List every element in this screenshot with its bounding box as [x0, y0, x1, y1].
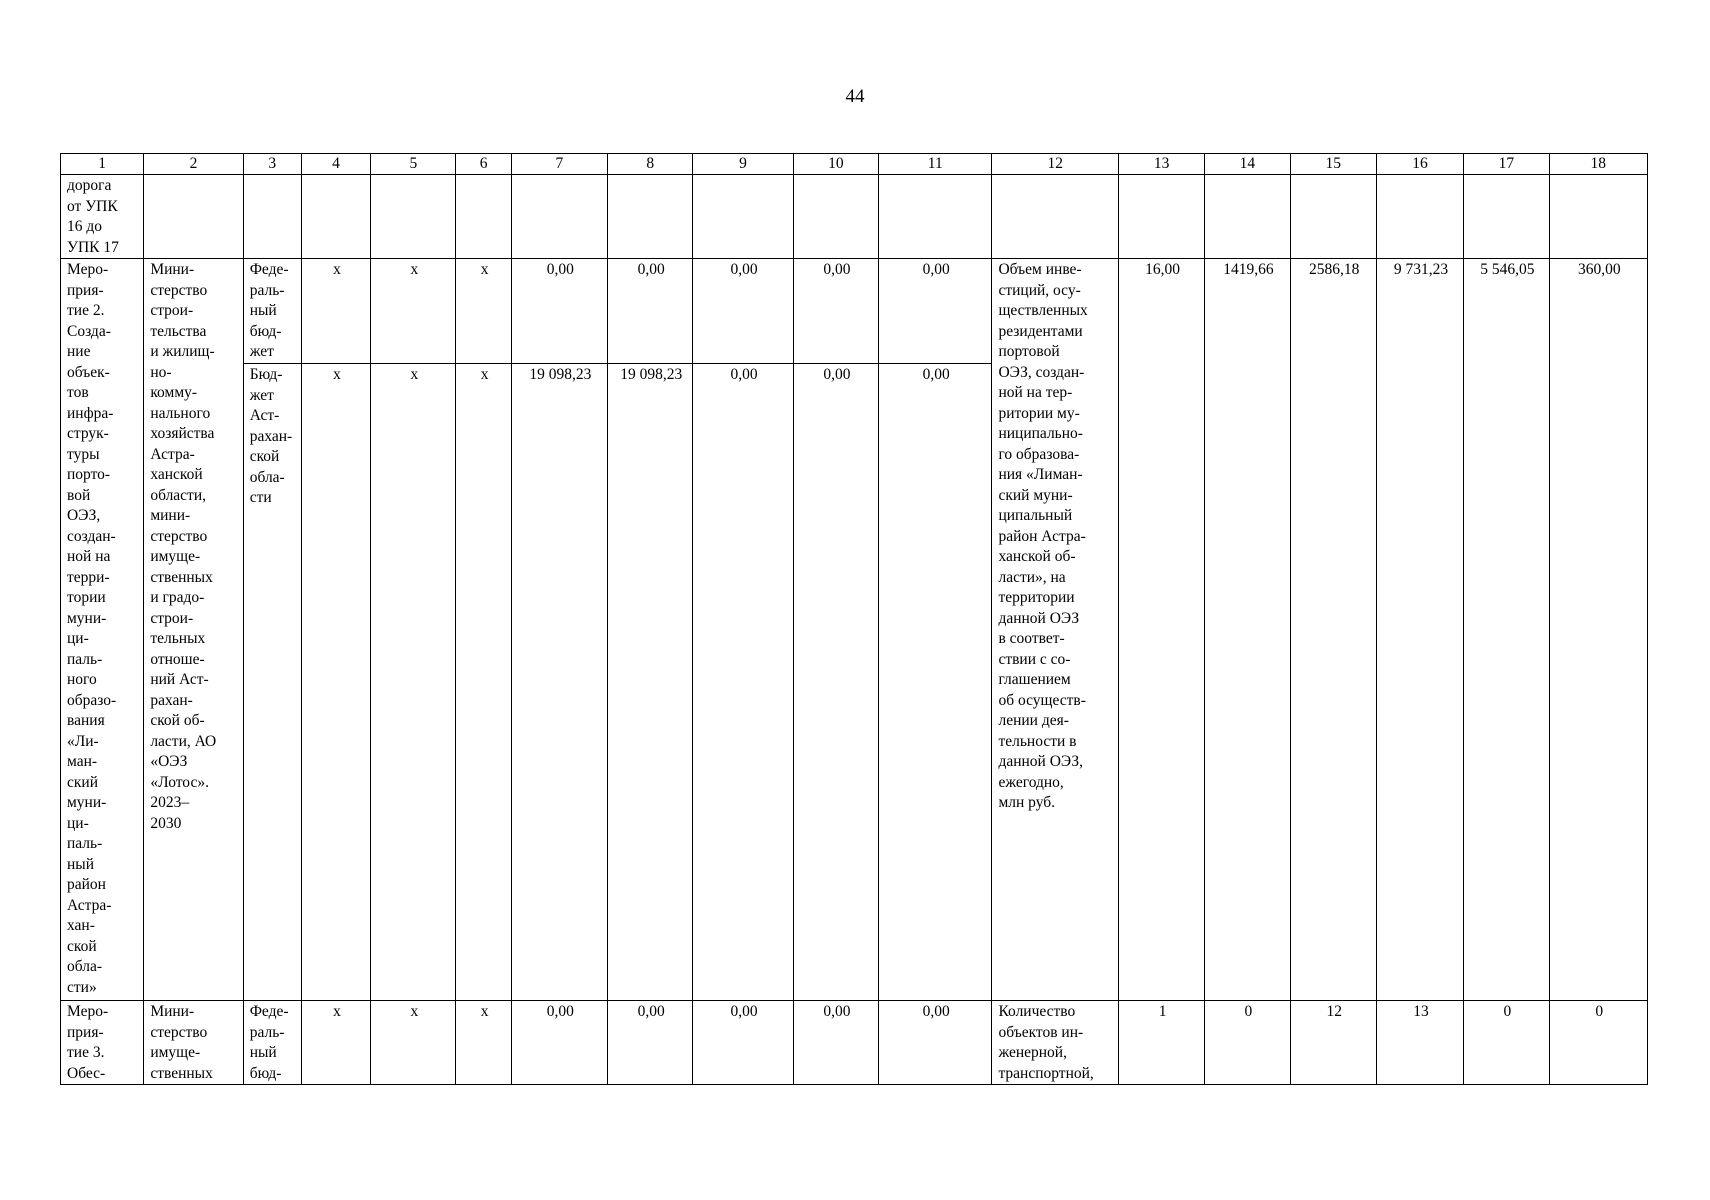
indicator-value-cell: 5 546,05: [1464, 259, 1549, 1001]
column-number: 6: [456, 154, 511, 175]
value-cell: 0,00: [879, 259, 992, 364]
indicator-cell: Количество объектов ин- женерной, транспортной,: [992, 1001, 1118, 1085]
value-cell: 0,00: [511, 1001, 607, 1085]
program-table: [60, 153, 1648, 1085]
indicator-value-cell: 2586,18: [1290, 259, 1376, 1001]
value-cell: 0,00: [693, 259, 793, 364]
indicator-value-cell: 1419,66: [1205, 259, 1290, 1001]
column-number: 5: [371, 154, 456, 175]
value-cell: х: [371, 1001, 456, 1085]
value-cell: 0,00: [793, 364, 878, 1001]
value-cell: 19 098,23: [608, 364, 693, 1001]
indicator-value-cell: 12: [1290, 1001, 1376, 1085]
empty-cell: [144, 175, 243, 259]
column-number: 16: [1376, 154, 1463, 175]
column-number: 10: [793, 154, 878, 175]
column-number: 12: [992, 154, 1118, 175]
value-cell: х: [456, 259, 511, 364]
funding-source-cell: Феде- раль- ный бюд- жет: [243, 259, 301, 364]
funding-source-cell: Бюд- жет Аст- рахан- ской обла- сти: [243, 364, 301, 1001]
empty-cell: [608, 175, 693, 259]
empty-cell: [992, 175, 1118, 259]
value-cell: 0,00: [879, 1001, 992, 1085]
measure-3-row: [61, 1001, 1648, 1085]
empty-cell: [511, 175, 607, 259]
empty-cell: [243, 175, 301, 259]
empty-cell: [1205, 175, 1290, 259]
indicator-value-cell: 13: [1376, 1001, 1463, 1085]
empty-cell: [879, 175, 992, 259]
empty-cell: [456, 175, 511, 259]
measure-name-cell: Меро- прия- тие 2. Созда- ние объек- тов инфра- струк- туры порто- вой ОЭЗ, создан- ной на терри- тории муни- ци- паль- ного образо- вания «Ли- ман- ский муни- ци- паль- ный район Астра- хан- ской обла- сти»: [61, 259, 144, 1001]
column-number: 15: [1290, 154, 1376, 175]
indicator-value-cell: 0: [1205, 1001, 1290, 1085]
empty-cell: [1290, 175, 1376, 259]
indicator-value-cell: 1: [1118, 1001, 1204, 1085]
column-number: 17: [1464, 154, 1549, 175]
column-number: 13: [1118, 154, 1204, 175]
value-cell: 0,00: [793, 259, 878, 364]
value-cell: х: [301, 259, 370, 364]
column-number: 9: [693, 154, 793, 175]
indicator-value-cell: 16,00: [1118, 259, 1204, 1001]
value-cell: 0,00: [608, 1001, 693, 1085]
column-number: 11: [879, 154, 992, 175]
value-cell: 0,00: [879, 364, 992, 1001]
empty-cell: [1118, 175, 1204, 259]
column-number: 18: [1549, 154, 1648, 175]
column-number: 2: [144, 154, 243, 175]
column-number: 14: [1205, 154, 1290, 175]
empty-cell: [693, 175, 793, 259]
empty-cell: [1549, 175, 1648, 259]
column-number: 3: [243, 154, 301, 175]
value-cell: 0,00: [693, 1001, 793, 1085]
value-cell: 19 098,23: [511, 364, 607, 1001]
value-cell: х: [301, 364, 370, 1001]
value-cell: х: [456, 1001, 511, 1085]
value-cell: х: [371, 259, 456, 364]
funding-source-cell: Феде- раль- ный бюд-: [243, 1001, 301, 1085]
continued-row: [61, 175, 1648, 259]
column-number: 7: [511, 154, 607, 175]
column-number: 8: [608, 154, 693, 175]
value-cell: 0,00: [511, 259, 607, 364]
indicator-value-cell: 360,00: [1549, 259, 1648, 1001]
column-number: 1: [61, 154, 144, 175]
executor-cell: Мини- стерство строи- тельства и жилищ- но- комму- нального хозяйства Астра- ханской области, мини- стерство имуще- ственных и градо- строи- тельных отноше- ний Аст- рахан- ской об- ласти, АО «ОЭЗ «Лотос». 2023– 2030: [144, 259, 243, 1001]
empty-cell: [793, 175, 878, 259]
value-cell: 0,00: [608, 259, 693, 364]
measure-name-cell: Меро- прия- тие 3. Обес-: [61, 1001, 144, 1085]
empty-cell: [1464, 175, 1549, 259]
measure-name-cell: дорога от УПК 16 до УПК 17: [61, 175, 144, 259]
page-number: 44: [845, 86, 865, 107]
indicator-value-cell: 0: [1549, 1001, 1648, 1085]
empty-cell: [1376, 175, 1463, 259]
empty-cell: [371, 175, 456, 259]
indicator-cell: Объем инве- стиций, осу- ществленных резидентами портовой ОЭЗ, создан- ной на тер- ритории му- ниципально- го образова- ния «Лиман- ский муни- ципальный район Астра- ханской об- ласти», на территории данной ОЭЗ в соответ- ствии с со- глашением об осуществ- лении дея- тельности в данной ОЭЗ, ежегодно, млн руб.: [992, 259, 1118, 1001]
value-cell: х: [456, 364, 511, 1001]
column-number: 4: [301, 154, 370, 175]
column-number-row: [61, 154, 1648, 175]
value-cell: 0,00: [693, 364, 793, 1001]
empty-cell: [301, 175, 370, 259]
indicator-value-cell: 9 731,23: [1376, 259, 1463, 1001]
executor-cell: Мини- стерство имуще- ственных: [144, 1001, 243, 1085]
indicator-value-cell: 0: [1464, 1001, 1549, 1085]
value-cell: 0,00: [793, 1001, 878, 1085]
value-cell: х: [371, 364, 456, 1001]
measure-2-row-federal: [61, 259, 1648, 364]
value-cell: х: [301, 1001, 370, 1085]
